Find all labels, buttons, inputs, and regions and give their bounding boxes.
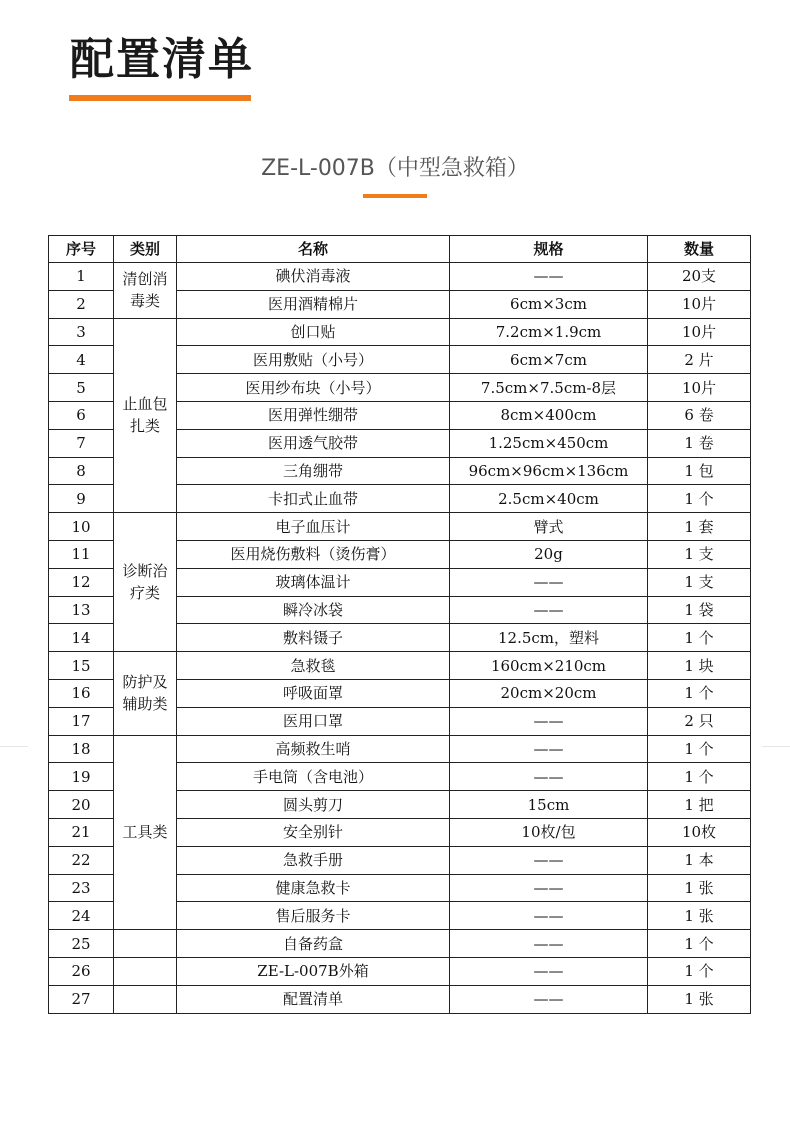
item-qty: 1 张 [648,985,751,1013]
item-spec: —— [450,763,648,791]
category-label: 清创消毒类 [122,270,168,311]
row-number: 16 [49,679,114,707]
row-number: 2 [49,290,114,318]
row-number: 23 [49,874,114,902]
item-name: 配置清单 [177,985,450,1013]
item-qty: 10枚 [648,818,751,846]
item-spec: 12.5cm，塑料 [450,624,648,652]
item-spec: —— [450,957,648,985]
category-label: 诊断治疗类 [122,562,168,603]
row-number: 20 [49,791,114,819]
row-number: 21 [49,818,114,846]
row-number: 6 [49,401,114,429]
item-qty: 1 把 [648,791,751,819]
row-number: 12 [49,568,114,596]
item-spec: —— [450,930,648,958]
item-qty: 10片 [648,290,751,318]
item-spec: 160cm×210cm [450,652,648,680]
item-qty: 20支 [648,263,751,291]
row-number: 19 [49,763,114,791]
row-number: 5 [49,374,114,402]
item-qty: 1 张 [648,902,751,930]
item-qty: 1 包 [648,457,751,485]
column-header-no: 序号 [49,236,114,263]
item-qty: 2 片 [648,346,751,374]
item-name: 圆头剪刀 [177,791,450,819]
row-number: 8 [49,457,114,485]
item-spec: 8cm×400cm [450,401,648,429]
category-cell [114,513,177,652]
table-header-row [49,236,751,263]
category-cell [114,985,177,1013]
item-spec: —— [450,596,648,624]
item-spec: 6cm×7cm [450,346,648,374]
item-qty: 2 只 [648,707,751,735]
table-row [49,735,751,763]
divider-left [0,746,28,747]
table-row [49,985,751,1013]
item-name: 安全别针 [177,818,450,846]
item-name: 碘伏消毒液 [177,263,450,291]
item-qty: 10片 [648,374,751,402]
item-qty: 1 卷 [648,429,751,457]
item-name: ZE-L-007B外箱 [177,957,450,985]
subtitle: ZE-L-007B（中型急救箱） [261,156,529,181]
item-qty: 1 个 [648,930,751,958]
item-name: 急救手册 [177,846,450,874]
item-qty: 1 个 [648,735,751,763]
table-row [49,957,751,985]
item-spec: —— [450,735,648,763]
item-qty: 10片 [648,318,751,346]
item-qty: 1 张 [648,874,751,902]
row-number: 3 [49,318,114,346]
item-name: 手电筒（含电池） [177,763,450,791]
item-qty: 1 个 [648,957,751,985]
item-spec: 7.5cm×7.5cm-8层 [450,374,648,402]
table-row [49,513,751,541]
row-number: 9 [49,485,114,513]
item-name: 电子血压计 [177,513,450,541]
column-header-category: 类别 [114,236,177,263]
item-name: 三角绷带 [177,457,450,485]
row-number: 24 [49,902,114,930]
category-cell [114,957,177,985]
item-qty: 1 袋 [648,596,751,624]
item-spec: 1.25cm×450cm [450,429,648,457]
item-spec: 6cm×3cm [450,290,648,318]
item-qty: 6 卷 [648,401,751,429]
column-header-qty: 数量 [648,236,751,263]
row-number: 4 [49,346,114,374]
item-name: 敷料镊子 [177,624,450,652]
row-number: 25 [49,930,114,958]
row-number: 18 [49,735,114,763]
item-name: 医用弹性绷带 [177,401,450,429]
item-spec: —— [450,707,648,735]
row-number: 1 [49,263,114,291]
item-spec: 15cm [450,791,648,819]
item-qty: 1 支 [648,568,751,596]
item-qty: 1 支 [648,540,751,568]
item-name: 高频救生哨 [177,735,450,763]
item-qty: 1 个 [648,624,751,652]
category-cell [114,735,177,930]
title-underline [69,95,251,101]
column-header-spec: 规格 [450,236,648,263]
item-spec: —— [450,263,648,291]
item-spec: —— [450,985,648,1013]
row-number: 11 [49,540,114,568]
item-spec: —— [450,902,648,930]
row-number: 14 [49,624,114,652]
table-row [49,930,751,958]
row-number: 15 [49,652,114,680]
row-number: 10 [49,513,114,541]
item-name: 自备药盒 [177,930,450,958]
item-name: 医用透气胶带 [177,429,450,457]
category-cell [114,652,177,735]
category-cell [114,930,177,958]
configuration-table [48,235,751,1014]
item-spec: 20g [450,540,648,568]
category-cell [114,263,177,319]
item-spec: —— [450,568,648,596]
item-spec: —— [450,874,648,902]
item-name: 玻璃体温计 [177,568,450,596]
item-spec: —— [450,846,648,874]
row-number: 27 [49,985,114,1013]
row-number: 17 [49,707,114,735]
item-name: 医用纱布块（小号） [177,374,450,402]
category-label: 止血包扎类 [122,395,168,436]
category-label: 防护及辅助类 [122,673,168,714]
item-qty: 1 个 [648,485,751,513]
item-name: 医用口罩 [177,707,450,735]
subtitle-underline [363,194,427,198]
category-label: 工具类 [122,823,168,842]
item-spec: 臂式 [450,513,648,541]
item-name: 健康急救卡 [177,874,450,902]
item-name: 急救毯 [177,652,450,680]
item-name: 创口贴 [177,318,450,346]
item-name: 卡扣式止血带 [177,485,450,513]
item-spec: 96cm×96cm×136cm [450,457,648,485]
item-qty: 1 个 [648,763,751,791]
item-spec: 10枚/包 [450,818,648,846]
item-spec: 20cm×20cm [450,679,648,707]
item-name: 瞬冷冰袋 [177,596,450,624]
item-name: 医用烧伤敷料（烫伤膏） [177,540,450,568]
column-header-name: 名称 [177,236,450,263]
table-row [49,263,751,291]
item-name: 医用敷贴（小号） [177,346,450,374]
item-qty: 1 个 [648,679,751,707]
item-qty: 1 本 [648,846,751,874]
row-number: 26 [49,957,114,985]
item-spec: 2.5cm×40cm [450,485,648,513]
item-name: 医用酒精棉片 [177,290,450,318]
row-number: 7 [49,429,114,457]
item-name: 呼吸面罩 [177,679,450,707]
divider-right [762,746,790,747]
category-cell [114,318,177,513]
item-spec: 7.2cm×1.9cm [450,318,648,346]
table-row [49,318,751,346]
row-number: 22 [49,846,114,874]
item-name: 售后服务卡 [177,902,450,930]
row-number: 13 [49,596,114,624]
item-qty: 1 套 [648,513,751,541]
table-body [49,263,751,1014]
table-row [49,652,751,680]
page-title: 配置清单 [70,34,254,85]
item-qty: 1 块 [648,652,751,680]
